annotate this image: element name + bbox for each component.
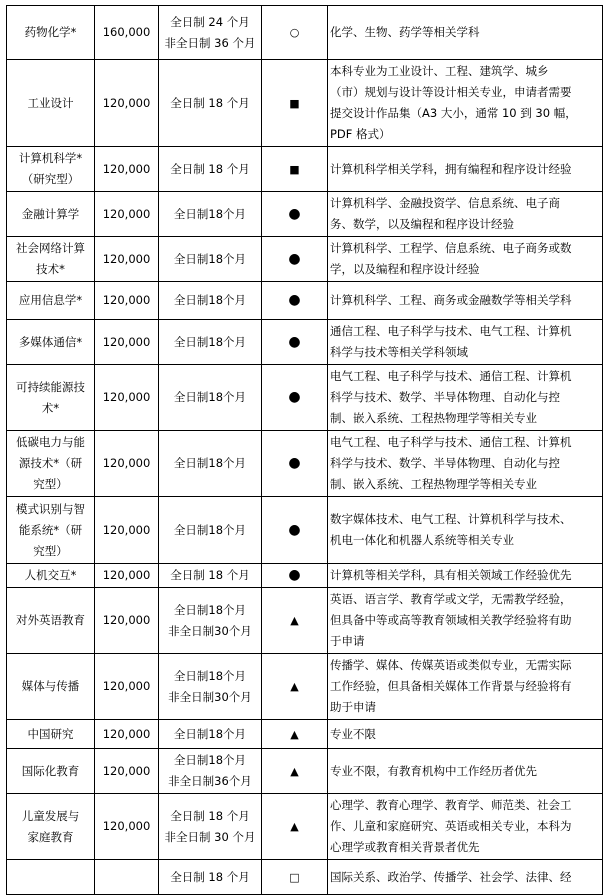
text-line: 科学与技术等相关学科领域 — [330, 345, 468, 359]
category-symbol-cell — [262, 237, 328, 282]
text-line: 电气工程、电子科学与技术、通信工程、计算机 — [330, 435, 572, 449]
programme-name-cell — [7, 282, 95, 320]
text-line: 于申请 — [330, 634, 365, 648]
tuition-fee-cell: 120,000 — [95, 282, 159, 320]
programme-name-cell — [7, 720, 95, 749]
text-line: 计算机科学相关学科，拥有编程和程序设计经验 — [330, 161, 572, 176]
duration-cell — [159, 431, 262, 497]
text-line: 务、数学，以及编程和程序设计经验 — [330, 217, 514, 231]
text-line: 全日制18个月 — [173, 390, 247, 404]
text-line: 国际化教育 — [21, 763, 80, 778]
duration-cell — [159, 564, 262, 588]
text-line: 制、嵌入系统、工程热物理学等相关专业 — [330, 477, 537, 491]
requirement-cell — [328, 431, 603, 497]
programme-name-cell — [7, 147, 95, 192]
circle-filled-icon: ● — [288, 389, 301, 405]
text-line: 非全日制36个月 — [168, 774, 252, 788]
text-line: 社会网络计算 — [16, 241, 85, 255]
text-line: 传播学、媒体、传媒英语或类似专业，无需实际 — [330, 658, 572, 672]
table-row — [7, 749, 603, 794]
duration-cell — [159, 860, 262, 895]
text-line: 儿童发展与 — [21, 808, 80, 823]
tuition-fee-cell: 120,000 — [95, 564, 159, 588]
text-line: 应用信息学* — [18, 293, 83, 307]
category-symbol-cell — [262, 860, 328, 895]
tuition-fee-cell: 120,000 — [95, 320, 159, 365]
text-line: 药物化学* — [24, 25, 77, 39]
category-symbol-cell — [262, 365, 328, 431]
circle-filled-icon: ● — [288, 521, 301, 538]
programme-name-cell — [7, 320, 95, 365]
circle-filled-icon: ● — [288, 292, 301, 308]
requirement-cell — [328, 860, 603, 895]
text-line: 计算机科学、金融投资学、信息系统、电子商 — [330, 196, 560, 210]
text-line: 源技术*（研 — [18, 456, 83, 470]
tuition-fee-cell: 120,000 — [95, 588, 159, 654]
tuition-fee-cell: 120,000 — [95, 60, 159, 147]
programme-table-body — [7, 6, 603, 895]
text-line: 计算机科学、工程学、信息系统、电子商务或数 — [330, 241, 572, 255]
duration-cell — [159, 654, 262, 720]
text-line: 学，以及编程和程序设计经验 — [330, 262, 480, 276]
circle-outline-icon: ○ — [289, 26, 300, 39]
triangle-filled-icon: ▲ — [290, 614, 299, 627]
text-line: 全日制18个月 — [173, 293, 247, 307]
programme-name-cell — [7, 860, 95, 895]
programme-name-cell — [7, 237, 95, 282]
requirement-cell — [328, 365, 603, 431]
tuition-fee-cell: 120,000 — [95, 147, 159, 192]
table-row — [7, 320, 603, 365]
category-symbol-cell — [262, 147, 328, 192]
text-line: 全日制 18 个月 — [170, 161, 250, 176]
text-line: 科学与技术、数学、半导体物理、自动化与控 — [330, 390, 560, 404]
text-line: 全日制 18 个月 — [170, 568, 250, 582]
requirement-cell — [328, 60, 603, 147]
category-symbol-cell — [262, 6, 328, 60]
text-line: 全日制 18 个月 — [170, 869, 250, 884]
requirement-cell — [328, 749, 603, 794]
table-row — [7, 365, 603, 431]
duration-cell — [159, 60, 262, 147]
text-line: 专业不限，有教育机构中工作经历者优先 — [330, 763, 537, 778]
duration-cell — [159, 6, 262, 60]
requirement-cell — [328, 6, 603, 60]
text-line: 究型） — [33, 543, 68, 558]
text-line: 全日制18个月 — [173, 456, 247, 470]
tuition-fee-cell — [95, 860, 159, 895]
tuition-fee-cell: 120,000 — [95, 431, 159, 497]
text-line: 助于申请 — [330, 700, 376, 714]
text-line: 本科专业为工业设计、工程、建筑学、城乡 — [330, 64, 549, 78]
table-row — [7, 192, 603, 237]
category-symbol-cell — [262, 431, 328, 497]
text-line: 计算机科学、工程、商务或金融数学等相关学科 — [330, 293, 572, 307]
table-row — [7, 147, 603, 192]
tuition-fee-cell: 120,000 — [95, 237, 159, 282]
text-line: PDF 格式） — [330, 127, 391, 141]
table-row — [7, 564, 603, 588]
text-line: 数字媒体技术、电气工程、计算机科学与技术、 — [330, 512, 572, 526]
text-line: 能系统*（研 — [18, 522, 83, 537]
text-line: 制、嵌入系统、工程热物理学等相关专业 — [330, 411, 537, 425]
circle-filled-icon: ● — [288, 250, 301, 267]
text-line: （研究型） — [21, 172, 80, 186]
text-line: 非全日制 36 个月 — [164, 35, 256, 50]
triangle-filled-icon: ▲ — [290, 764, 299, 778]
text-line: 全日制18个月 — [173, 668, 247, 683]
table-row — [7, 497, 603, 564]
requirement-cell — [328, 237, 603, 282]
text-line: 非全日制30个月 — [168, 623, 252, 638]
text-line: 技术* — [36, 262, 65, 276]
category-symbol-cell — [262, 588, 328, 654]
text-line: 英语、语言学、教育学或文学，无需教学经验， — [330, 592, 572, 606]
text-line: 非全日制30个月 — [168, 689, 252, 704]
programme-name-cell — [7, 60, 95, 147]
tuition-fee-cell: 120,000 — [95, 497, 159, 564]
programme-name-cell — [7, 6, 95, 60]
requirement-cell — [328, 320, 603, 365]
circle-filled-icon: ● — [288, 455, 301, 471]
text-line: 全日制18个月 — [173, 334, 247, 349]
category-symbol-cell — [262, 192, 328, 237]
category-symbol-cell — [262, 60, 328, 147]
duration-cell — [159, 588, 262, 654]
requirement-cell — [328, 588, 603, 654]
tuition-fee-cell: 120,000 — [95, 192, 159, 237]
requirement-cell — [328, 282, 603, 320]
text-line: 化学、生物、药学等相关学科 — [330, 25, 480, 39]
duration-cell — [159, 497, 262, 564]
text-line: 全日制18个月 — [173, 726, 247, 741]
text-line: 全日制 18 个月 — [170, 95, 250, 110]
table-row — [7, 282, 603, 320]
duration-cell — [159, 282, 262, 320]
text-line: 全日制18个月 — [173, 522, 247, 537]
text-line: 通信工程、电子科学与技术、电气工程、计算机 — [330, 324, 572, 338]
requirement-cell — [328, 192, 603, 237]
text-line: 国际关系、政治学、传播学、社会学、法律、经 — [330, 869, 572, 884]
category-symbol-cell — [262, 497, 328, 564]
text-line: 究型） — [33, 477, 68, 491]
requirement-cell — [328, 564, 603, 588]
text-line: 对外英语教育 — [16, 613, 85, 627]
tuition-fee-cell: 120,000 — [95, 654, 159, 720]
category-symbol-cell — [262, 564, 328, 588]
text-line: 电气工程、电子科学与技术、通信工程、计算机 — [330, 369, 572, 383]
text-line: 计算机科学* — [18, 151, 83, 165]
tuition-fee-cell: 120,000 — [95, 365, 159, 431]
requirement-cell — [328, 654, 603, 720]
triangle-filled-icon: ▲ — [290, 727, 299, 741]
duration-cell — [159, 192, 262, 237]
text-line: 金融计算学 — [21, 206, 80, 221]
category-symbol-cell — [262, 720, 328, 749]
duration-cell — [159, 365, 262, 431]
square-outline-icon: □ — [289, 870, 300, 884]
text-line: 全日制18个月 — [173, 251, 247, 266]
table-row — [7, 654, 603, 720]
text-line: 媒体与传播 — [21, 679, 80, 693]
duration-cell — [159, 720, 262, 749]
text-line: 心理学、教育心理学、教育学、师范类、社会工 — [330, 798, 572, 812]
category-symbol-cell — [262, 749, 328, 794]
table-row — [7, 60, 603, 147]
requirement-cell — [328, 147, 603, 192]
table-row — [7, 6, 603, 60]
text-line: 全日制18个月 — [173, 753, 247, 767]
text-line: 多媒体通信* — [18, 334, 83, 349]
table-row — [7, 720, 603, 749]
duration-cell — [159, 320, 262, 365]
text-line: 术* — [41, 400, 60, 415]
text-line: 可持续能源技 — [16, 379, 85, 394]
text-line: 提交设计作品集（A3 大小，通常 10 到 30 幅， — [330, 106, 577, 120]
requirement-cell — [328, 497, 603, 564]
circle-filled-icon: ● — [288, 205, 301, 222]
duration-cell — [159, 237, 262, 282]
text-line: 工作经验，但具备相关媒体工作背景与经验将有 — [330, 679, 572, 693]
triangle-filled-icon: ▲ — [290, 820, 299, 833]
text-line: 工业设计 — [27, 95, 74, 110]
text-line: 家庭教育 — [27, 829, 74, 844]
text-line: 专业不限 — [330, 726, 376, 741]
programme-name-cell — [7, 749, 95, 794]
tuition-fee-cell: 120,000 — [95, 749, 159, 794]
text-line: 作、儿童和家庭研究、英语或相关专业，本科为 — [330, 819, 572, 833]
text-line: （市）规划与设计等设计相关专业，申请者需要 — [330, 85, 572, 99]
circle-filled-icon: ● — [288, 333, 301, 350]
text-line: 全日制18个月 — [173, 206, 247, 221]
tuition-fee-cell: 120,000 — [95, 794, 159, 860]
text-line: 全日制18个月 — [173, 602, 247, 617]
category-symbol-cell — [262, 654, 328, 720]
square-filled-icon: ■ — [289, 162, 300, 176]
text-line: 机电一体化和机器人系统等相关专业 — [330, 533, 514, 547]
text-line: 计算机等相关学科，具有相关领域工作经验优先 — [330, 568, 572, 582]
programme-table — [6, 5, 603, 895]
text-line: 心理学或教育相关背景者优先 — [330, 840, 480, 854]
category-symbol-cell — [262, 282, 328, 320]
table-row — [7, 237, 603, 282]
text-line: 人机交互* — [24, 568, 77, 582]
circle-filled-icon: ● — [288, 567, 301, 583]
text-line: 非全日制 30 个月 — [164, 829, 256, 844]
duration-cell — [159, 147, 262, 192]
text-line: 但具备中等或高等教育领域相关教学经验将有助 — [330, 613, 572, 627]
text-line: 全日制 18 个月 — [170, 808, 250, 823]
duration-cell — [159, 749, 262, 794]
text-line: 中国研究 — [27, 726, 74, 741]
triangle-filled-icon: ▲ — [290, 680, 299, 693]
text-line: 模式识别与智 — [16, 501, 85, 516]
tuition-fee-cell: 160,000 — [95, 6, 159, 60]
text-line: 全日制 24 个月 — [170, 14, 250, 29]
programme-name-cell — [7, 192, 95, 237]
programme-name-cell — [7, 431, 95, 497]
programme-name-cell — [7, 564, 95, 588]
table-row — [7, 588, 603, 654]
text-line: 科学与技术、数学、半导体物理、自动化与控 — [330, 456, 560, 470]
square-filled-icon: ■ — [289, 96, 300, 110]
programme-name-cell — [7, 654, 95, 720]
programme-name-cell — [7, 588, 95, 654]
requirement-cell — [328, 720, 603, 749]
table-row — [7, 860, 603, 895]
tuition-fee-cell: 120,000 — [95, 720, 159, 749]
table-row — [7, 431, 603, 497]
programme-name-cell — [7, 365, 95, 431]
category-symbol-cell — [262, 320, 328, 365]
text-line: 低碳电力与能 — [16, 435, 85, 449]
programme-name-cell — [7, 497, 95, 564]
